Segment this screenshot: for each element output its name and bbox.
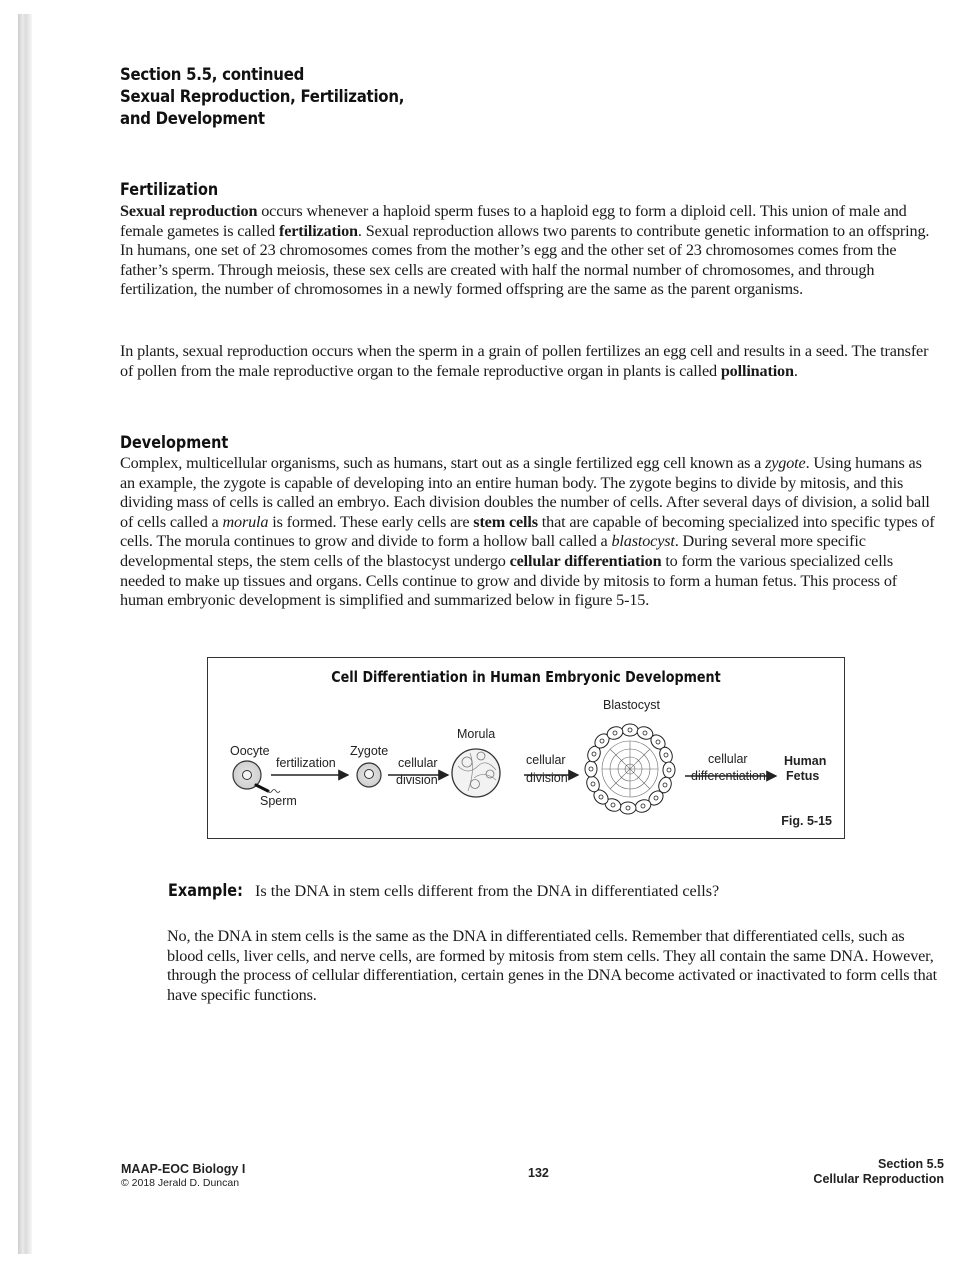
term-morula: morula [222,512,269,531]
fertilization-paragraph-1 [120,202,935,300]
label-cellular-1: cellular [398,756,438,770]
footer-copyright: © 2018 Jerald D. Duncan [121,1177,240,1189]
term-pollination: pollination [720,361,794,380]
fertilization-heading: Fertilization [120,180,219,200]
label-blastocyst: Blastocyst [603,698,660,712]
figure-number: Fig. 5-15 [781,814,832,828]
page-title [120,64,404,130]
development-heading: Development [120,433,229,453]
example-label: Example: [168,881,243,901]
example-answer: No, the DNA in stem cells is the same as the DNA in differentiated cells. Remember that differentiated cells, such as blood cells, liver cells, and nerve cells, are formed by mitosis from stem cells. They all contain the same DNA. However, through the process of cellular differentiation, certain genes in the DNA become activated or inactivated to form cells that have specific functions. [167,927,937,1004]
label-cellular-3: cellular [708,752,748,766]
label-fertilization: fertilization [276,756,336,770]
page-title-line: Sexual Reproduction, Fertilization, [120,87,405,107]
label-cellular-2: cellular [526,753,566,767]
example-question: Is the DNA in stem cells different from the DNA in differentiated cells? [255,882,720,900]
morula-icon [452,749,500,797]
text-span: . Using humans as an example, the zygote is capable of developing into an entire human body. The zygote begins to divide by mitosis, and this dividing mass of cells is called an embryo. Each division doubles the number of cells. After several days of division, a solid ball of cells called a [120,454,930,531]
blastocyst-icon [585,724,675,814]
label-division-2: division [526,771,568,785]
label-morula: Morula [457,727,496,741]
sperm-icon [256,785,280,793]
text-span: . Sexual reproduction allows two parents to contribute genetic information to an offspring. In humans, one set of 23 chromosomes comes from the mother’s egg and the other set of 23 chromosomes comes from the father’s sperm. Through meiosis, these sex cells are created with half the normal number of chromosomes, and through fertilization, the number of chromosomes in a newly formed offspring are the same as the parent organisms. [120,221,930,299]
label-zygote: Zygote [350,744,389,758]
term-stem-cells: stem cells [473,512,538,531]
footer-section-info [813,1157,944,1187]
footer-section-title: Cellular Reproduction [813,1172,944,1186]
figure-5-15 [207,657,845,839]
term-sexual-reproduction: Sexual reproduction [120,202,258,220]
label-differentiation: differentiation [691,769,766,783]
text-span: occurs whenever a haploid sperm fuses to a haploid egg to form a diploid cell. This union of male and female gametes is called [120,202,907,240]
footer-section: Section 5.5 [878,1157,944,1171]
term-zygote: zygote [765,454,806,472]
text-span: that are capable of becoming specialized into specific types of cells. The morula continues to grow and divide to form a hollow ball called a [120,512,935,551]
label-human: Human [784,754,827,768]
label-sperm: Sperm [260,794,297,808]
page-number: 132 [528,1166,549,1180]
term-cellular-differentiation: cellular differentiation [509,551,662,570]
term-blastocyst: blastocyst [611,532,675,551]
page-title-line: and Development [120,109,265,129]
figure-title: Cell Differentiation in Human Embryonic Development [331,668,721,686]
zygote-icon [357,763,381,787]
label-fetus: Fetus [786,769,820,783]
label-division-1: division [396,773,438,787]
term-fertilization: fertilization [278,221,358,240]
page-title-line: Section 5.5, continued [120,65,305,85]
development-paragraph [120,454,935,611]
text-span: Complex, multicellular organisms, such as humans, start out as a single fertilized egg cell known as a [120,454,766,472]
footer-book-info [121,1162,245,1190]
label-oocyte: Oocyte [230,744,270,758]
embryonic-development-diagram [208,658,846,840]
footer-book-title: MAAP-EOC Biology I [121,1162,246,1176]
text-span: . During several more specific developmental steps, the stem cells of the blastocyst undergo [120,532,866,570]
fertilization-paragraph-2 [120,342,935,381]
text-span: to form the various specialized cells needed to make up tissues and organs. Cells continue to grow and divide by mitosis to form a human fetus. This process of human embryonic development is simplified and summarized below in figure 5-15. [120,551,898,610]
text-span: . [793,361,798,380]
text-span: is formed. These early cells are [268,512,474,531]
scan-edge-shadow [18,14,32,1254]
text-span: In plants, sexual reproduction occurs when the sperm in a grain of pollen fertilizes an egg cell and results in a seed. The transfer of pollen from the male reproductive organ to the female reproductive organ in plants is called [120,342,929,380]
